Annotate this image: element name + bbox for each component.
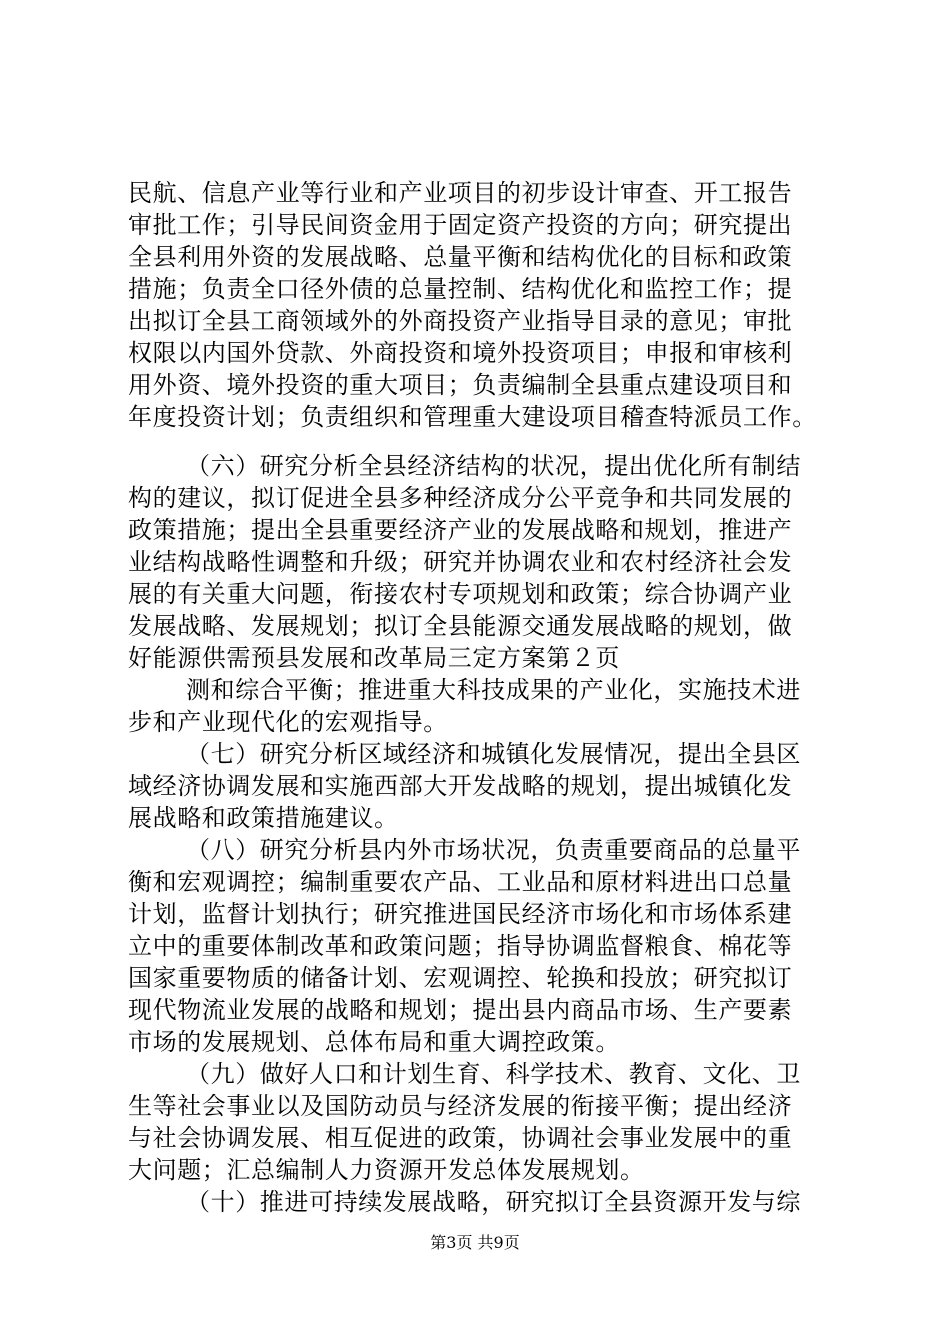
- paragraph-heading-10: （十）推进可持续发展战略，研究拟订全县资源开发与综: [186, 1188, 801, 1216]
- text-line: 出拟订全县工商领域外的外商投资产业指导目录的意见；审批: [128, 307, 793, 335]
- text-line: 业结构战略性调整和升级；研究并协调农业和农村经济社会发: [128, 548, 793, 576]
- text-line: 审批工作；引导民间资金用于固定资产投资的方向；研究提出: [128, 211, 793, 239]
- text-line: 全县利用外资的发展战略、总量平衡和结构优化的目标和政策: [128, 243, 793, 271]
- text-line: 发展战略、发展规划；拟订全县能源交通发展战略的规划，做: [128, 612, 793, 640]
- text-line: 立中的重要体制改革和政策问题；指导协调监督粮食、棉花等: [128, 932, 793, 960]
- text-line: 构的建议，拟订促进全县多种经济成分公平竞争和共同发展的: [128, 484, 793, 512]
- paragraph-heading-8: （八）研究分析县内外市场状况，负责重要商品的总量平: [186, 836, 801, 864]
- paragraph-heading-6: （六）研究分析全县经济结构的状况，提出优化所有制结: [186, 452, 801, 480]
- text-line: 市场的发展规划、总体布局和重大调控政策。: [128, 1028, 620, 1056]
- paragraph-heading-7: （七）研究分析区域经济和城镇化发展情况，提出全县区: [186, 740, 801, 768]
- text-line: 大问题；汇总编制人力资源开发总体发展规划。: [128, 1156, 645, 1184]
- text-line: 现代物流业发展的战略和规划；提出县内商品市场、生产要素: [128, 996, 793, 1024]
- text-line: 衡和宏观调控；编制重要农产品、工业品和原材料进出口总量: [128, 868, 793, 896]
- text-line: 年度投资计划；负责组织和管理重大建设项目稽查特派员工作。: [128, 403, 817, 431]
- text-line: 与社会协调发展、相互促进的政策，协调社会事业发展中的重: [128, 1124, 793, 1152]
- text-line: 展的有关重大问题，衔接农村专项规划和政策；综合协调产业: [128, 580, 793, 608]
- paragraph-block-main: [128, 450, 848, 1218]
- text-line: 测和综合平衡；推进重大科技成果的产业化，实施技术进: [186, 676, 801, 704]
- text-line: 权限以内国外贷款、外商投资和境外投资项目；申报和审核利: [128, 339, 793, 367]
- text-line: 用外资、境外投资的重大项目；负责编制全县重点建设项目和: [128, 371, 793, 399]
- text-line: 好能源供需预县发展和改革局三定方案第２页: [128, 644, 620, 672]
- text-line: 展战略和政策措施建议。: [128, 804, 399, 832]
- text-line: 生等社会事业以及国防动员与经济发展的衔接平衡；提出经济: [128, 1092, 793, 1120]
- paragraph-block-top: [128, 177, 848, 433]
- text-line: 域经济协调发展和实施西部大开发战略的规划，提出城镇化发: [128, 772, 793, 800]
- text-line: 措施；负责全口径外债的总量控制、结构优化和监控工作；提: [128, 275, 793, 303]
- text-line: 步和产业现代化的宏观指导。: [128, 708, 448, 736]
- text-line: 国家重要物质的储备计划、宏观调控、轮换和投放；研究拟订: [128, 964, 793, 992]
- paragraph-heading-9: （九）做好人口和计划生育、科学技术、教育、文化、卫: [186, 1060, 801, 1088]
- text-line: 计划，监督计划执行；研究推进国民经济市场化和市场体系建: [128, 900, 793, 928]
- text-line: 政策措施；提出全县重要经济产业的发展战略和规划，推进产: [128, 516, 793, 544]
- page-footer: 第3页 共9页: [430, 1233, 520, 1252]
- text-line: 民航、信息产业等行业和产业项目的初步设计审查、开工报告: [128, 179, 793, 207]
